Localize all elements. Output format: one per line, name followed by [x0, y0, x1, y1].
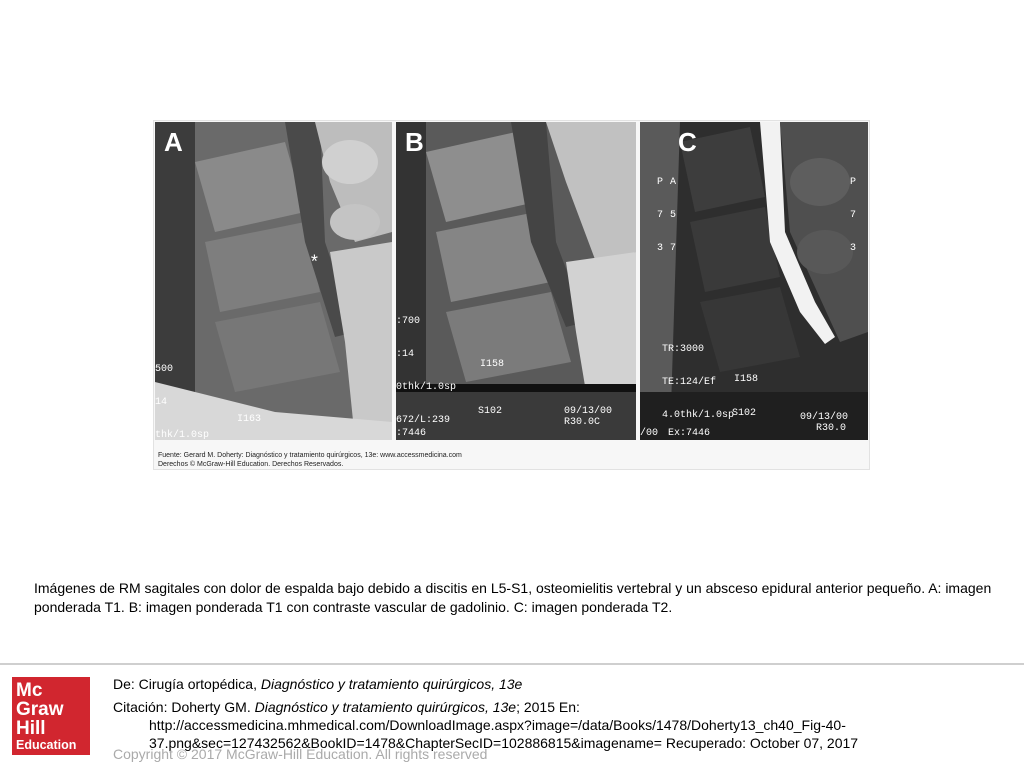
panel-letter-b: B [405, 127, 424, 157]
citation-block [113, 675, 1013, 752]
date-label-c: 09/13/00 [800, 412, 849, 423]
source-prefix: De: Cirugía ortopédica, [113, 676, 261, 692]
citation-url-line-1: http://accessmedicina.mhmedical.com/DownloadImage.aspx?image=/data/Books/1478/Doherty13_ch40_Fig-40- [149, 717, 846, 733]
divider [0, 663, 1024, 665]
series-label-c: S102 [732, 408, 757, 419]
param-line: :700 [396, 316, 421, 327]
mri-params-a [155, 342, 209, 440]
credit-line-rights: Derechos © McGraw-Hill Education. Derechos Reservados. [158, 461, 344, 468]
marker-char: P [850, 177, 857, 188]
marker-char: 7 [850, 210, 857, 221]
orientation-marker-right [850, 155, 868, 276]
panel-letter-c: C [678, 127, 697, 157]
r-label-b: R30.0C [564, 417, 601, 428]
mcgraw-hill-logo [12, 677, 90, 755]
figure-credit [158, 451, 462, 469]
mri-panel-c [640, 122, 868, 440]
copyright-notice: Copyright © 2017 McGraw-Hill Education. All rights reserved [113, 746, 488, 762]
citation-line [113, 698, 1013, 716]
mri-panel-b [396, 122, 636, 440]
source-title: Diagnóstico y tratamiento quirúrgicos, 13e [260, 676, 523, 692]
mri-footer-b [396, 406, 432, 440]
orientation-marker-left-2 [670, 155, 706, 276]
marker-char: 5 [670, 210, 677, 221]
logo-line: Mc [16, 680, 43, 701]
param-line: :14 [396, 349, 415, 360]
param-line: 0thk/1.0sp [396, 382, 457, 393]
footer-line: /00 [640, 428, 659, 439]
asterisk-marker: * [309, 254, 320, 274]
footer-line: Ex:7446 [668, 428, 711, 439]
series-label-b: S102 [478, 406, 503, 417]
logo-line: Graw [16, 699, 64, 720]
param-line: 500 [155, 364, 174, 375]
r-label-c: R30.0 [816, 423, 847, 434]
marker-char: P [657, 177, 664, 188]
marker-char: 3 [850, 243, 857, 254]
marker-char: 7 [670, 243, 677, 254]
marker-char: 7 [657, 210, 664, 221]
marker-char: 3 [657, 243, 664, 254]
citation-prefix: Citación: Doherty GM. [113, 699, 255, 715]
param-line: 14 [155, 397, 168, 408]
param-line: thk/1.0sp [155, 430, 210, 440]
marker-char: A [670, 177, 677, 188]
credit-line-source: Fuente: Gerard M. Doherty: Diagnóstico y tratamiento quirúrgicos, 13e: www.accessmedicina.com [158, 452, 462, 459]
date-label-b: 09/13/00 [564, 406, 613, 417]
param-line: TR:3000 [662, 344, 705, 355]
logo-line: Hill [16, 718, 46, 739]
mri-figure [153, 120, 870, 470]
figure-caption: Imágenes de RM sagitales con dolor de espalda bajo debido a discitis en L5-S1, osteomielitis vertebral y un absceso epidural anterior pequeño. A: imagen ponderada T1. B: imagen ponderada T1 con contraste vascular de gadolinio. C: imagen ponderada T2. [34, 580, 992, 615]
footer-line: :7446 [396, 428, 427, 439]
source-line [113, 675, 1013, 693]
mri-panel-a [155, 122, 392, 440]
param-line: 672/L:239 [396, 415, 451, 426]
panel-letter-a: A [164, 127, 183, 157]
image-number-c: I158 [734, 374, 759, 385]
mri-footer-c [668, 406, 716, 440]
image-number-b: I158 [480, 359, 505, 370]
citation-title: Diagnóstico y tratamiento quirúrgicos, 13e [254, 699, 517, 715]
citation-url-line-2: 37.png&sec=127432562&BookID=1478&ChapterSecID=102886815&imagename= Recuperado: October 07, 2017 [149, 735, 859, 751]
citation-suffix: ; 2015 En: [516, 699, 580, 715]
param-line: TE:124/Ef [662, 377, 717, 388]
param-line: 4.0thk/1.0sp [662, 410, 735, 421]
image-number-a: I163 [237, 414, 262, 425]
logo-line: Education [16, 738, 77, 752]
